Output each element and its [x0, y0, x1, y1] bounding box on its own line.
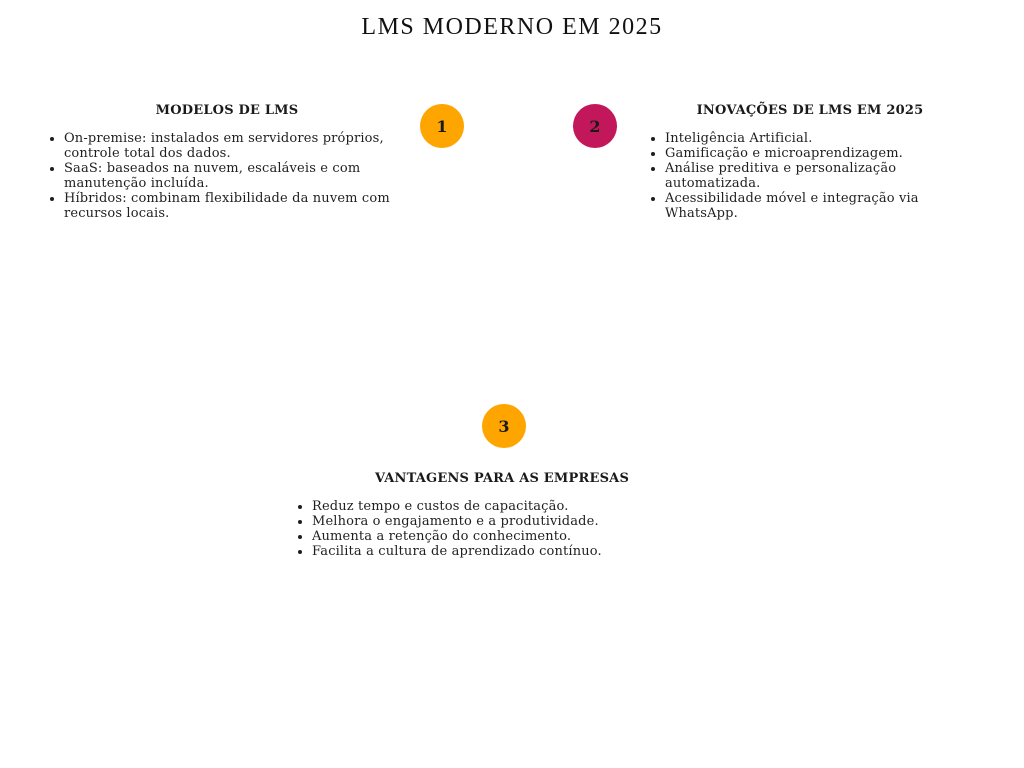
- step-badge-3-label: 3: [498, 416, 510, 436]
- step-badge-2: [573, 104, 617, 148]
- section-business-advantages: [292, 471, 732, 559]
- section-heading: MODELOS DE LMS: [155, 103, 299, 118]
- list-item: • Facilita a cultura de aprendizado contínuo.: [312, 544, 732, 559]
- list-item: • Híbridos: combinam flexibilidade da nuvem com recursos locais.: [64, 191, 410, 221]
- section-lms-innovations: [645, 103, 945, 221]
- step-badge-1: [420, 104, 464, 148]
- list-item: • Análise preditiva e personalização automatizada.: [665, 161, 945, 191]
- section-heading: VANTAGENS PARA AS EMPRESAS: [374, 471, 630, 486]
- list-item: • On-premise: instalados em servidores próprios, controle total dos dados.: [64, 131, 410, 161]
- bullet-list: [44, 131, 410, 221]
- bullet-list: [292, 499, 732, 559]
- section-lms-models: [44, 103, 410, 221]
- list-item: • Aumenta a retenção do conhecimento.: [312, 529, 732, 544]
- list-item: • Melhora o engajamento e a produtividade.: [312, 514, 732, 529]
- list-item: • SaaS: baseados na nuvem, escaláveis e com manutenção incluída.: [64, 161, 410, 191]
- step-badge-1-label: 1: [436, 116, 448, 136]
- bullet-list: [645, 131, 945, 221]
- list-item: • Acessibilidade móvel e integração via WhatsApp.: [665, 191, 945, 221]
- list-item: • Reduz tempo e custos de capacitação.: [312, 499, 732, 514]
- section-heading: INOVAÇÕES DE LMS EM 2025: [696, 103, 924, 118]
- page-title: LMS MODERNO EM 2025: [361, 14, 663, 40]
- list-item: • Gamificação e microaprendizagem.: [665, 146, 945, 161]
- list-item: • Inteligência Artificial.: [665, 131, 945, 146]
- step-badge-3: [482, 404, 526, 448]
- step-badge-2-label: 2: [589, 116, 601, 136]
